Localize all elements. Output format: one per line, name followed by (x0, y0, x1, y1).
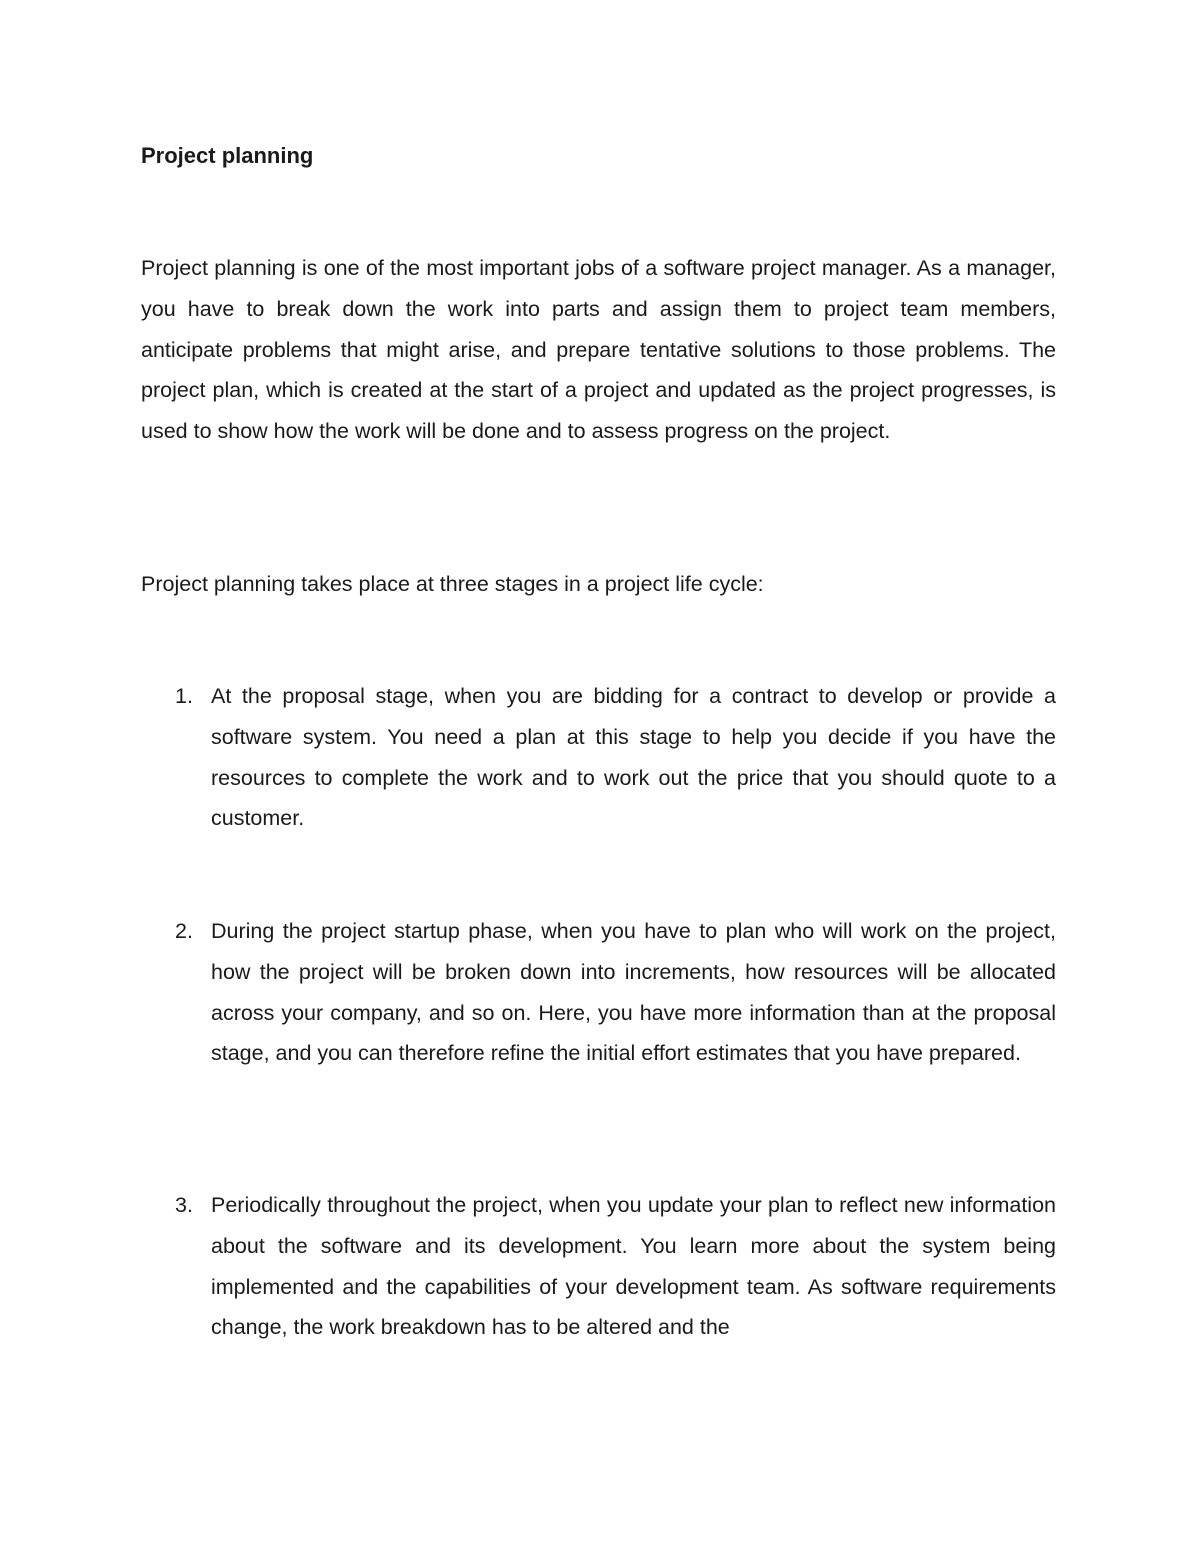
list-item-text: During the project startup phase, when you have to plan who will work on the project, how the project will be broken down into increments, how resources will be allocated across your company, and so on. Here, you have more information than at the proposal stage, and you can therefore refine the initial effort estimates that you have prepared. (211, 919, 1056, 1066)
intro-paragraph: Project planning is one of the most important jobs of a software project manager. As a manager, you have to break down the work into parts and assign them to project team members, anticipate problems that might arise, and prepare tentative solutions to those problems. The project plan, which is created at the start of a project and updated as the project progresses, is used to show how the work will be done and to assess progress on the project. (141, 256, 1056, 444)
list-item-text: At the proposal stage, when you are bidding for a contract to develop or provide a software system. You need a plan at this stage to help you decide if you have the resources to complete the work and to work out the price that you should quote to a customer. (211, 684, 1056, 831)
list-item-text: Periodically throughout the project, when you update your plan to reflect new information about the software and its development. You learn more about the system being implemented and the capabilities of your development team. As software requirements change, the work breakdown has to be altered and the (211, 1193, 1056, 1340)
list-item-number: 1. (175, 684, 193, 708)
list-item (141, 676, 1056, 839)
list-item (141, 1185, 1056, 1348)
list-item-number: 2. (175, 919, 193, 943)
list-item (141, 911, 1056, 1074)
page-title: Project planning (141, 143, 314, 168)
stages-lead-paragraph: Project planning takes place at three stages in a project life cycle: (141, 572, 764, 596)
list-item-number: 3. (175, 1193, 193, 1217)
